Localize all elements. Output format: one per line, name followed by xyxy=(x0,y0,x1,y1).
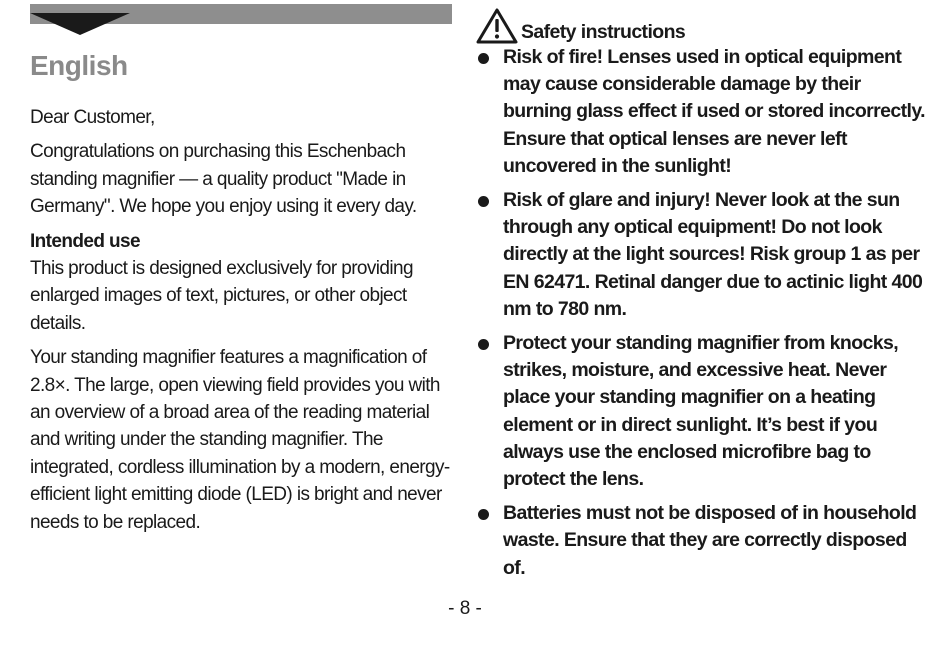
safety-item-text: Risk of glare and injury! Never look at the sun through any optical equipment! Do not look directly at the light sources! Risk group 1 as per EN 62471. Retinal danger due to actinic light 400 nm to 780 nm. xyxy=(503,189,923,320)
safety-item xyxy=(476,44,926,180)
safety-item-text: Risk of fire! Lenses used in optical equipment may cause considerable damage by their burning glass effect if used or stored incorrectly. Ensure that optical lenses are never left uncovered in the sunlight! xyxy=(503,46,925,177)
safety-column xyxy=(476,4,926,589)
greeting: Dear Customer, xyxy=(30,107,155,128)
language-title: English xyxy=(30,50,128,81)
page-number: - 8 - xyxy=(448,598,482,619)
safety-item-text: Protect your standing magnifier from knocks, strikes, moisture, and excessive heat. Never place your standing magnifier on a heating element or in direct sunlight. It’s best if you always use the enclosed microfibre bag to protect the lens. xyxy=(503,332,899,491)
bullet-icon xyxy=(478,339,489,350)
safety-item xyxy=(476,187,926,323)
intro-column xyxy=(30,104,454,543)
intended-use-paragraph: This product is designed exclusively for providing enlarged images of text, pictures, or other object details. xyxy=(30,258,413,334)
safety-list xyxy=(476,44,926,582)
bullet-icon xyxy=(478,53,489,64)
safety-item-text: Batteries must not be disposed of in household waste. Ensure that they are correctly disposed of. xyxy=(503,502,917,579)
congratulations-paragraph: Congratulations on purchasing this Eschenbach standing magnifier — a quality product "Made in Germany". We hope you enjoy using it every day. xyxy=(30,141,417,218)
bullet-icon xyxy=(478,196,489,207)
features-paragraph: Your standing magnifier features a magnification of 2.8×. The large, open viewing field provides you with an overview of a broad area of the reading material and writing under the standing magnifier. The integrated, cordless illumination by a modern, energy-efficient light emitting diode (LED) is bright and never needs to be replaced. xyxy=(30,347,450,533)
section-marker-triangle xyxy=(30,13,130,35)
safety-item xyxy=(476,500,926,582)
warning-triangle-icon xyxy=(476,8,518,44)
safety-title: Safety instructions xyxy=(521,21,686,43)
safety-heading xyxy=(476,4,926,44)
bullet-icon xyxy=(478,509,489,520)
intended-use-heading: Intended use xyxy=(30,230,140,252)
safety-item xyxy=(476,330,926,493)
